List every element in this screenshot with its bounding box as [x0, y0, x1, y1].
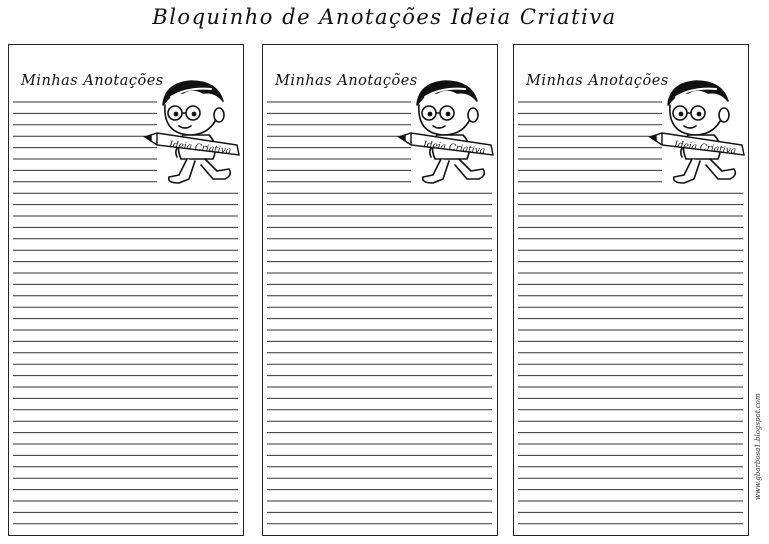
notepad-card-3	[513, 44, 749, 536]
boy-with-pencil-icon	[397, 75, 501, 187]
svg-text:Ideia Criativa: Ideia Criativa	[422, 140, 486, 157]
blog-watermark: www.gbarbosa1.blogspot.com	[754, 393, 762, 500]
notepad-card-1	[8, 44, 244, 536]
card-heading: Minhas Anotações	[21, 73, 164, 89]
card-heading: Minhas Anotações	[526, 73, 669, 89]
svg-text:Ideia Criativa: Ideia Criativa	[673, 140, 737, 157]
notepad-card-2	[262, 44, 498, 536]
boy-with-pencil-icon	[648, 75, 752, 187]
svg-text:Ideia Criativa: Ideia Criativa	[168, 140, 232, 157]
page-title: Bloquinho de Anotações Ideia Criativa	[152, 5, 617, 29]
card-heading: Minhas Anotações	[275, 73, 418, 89]
boy-with-pencil-icon	[143, 75, 247, 187]
